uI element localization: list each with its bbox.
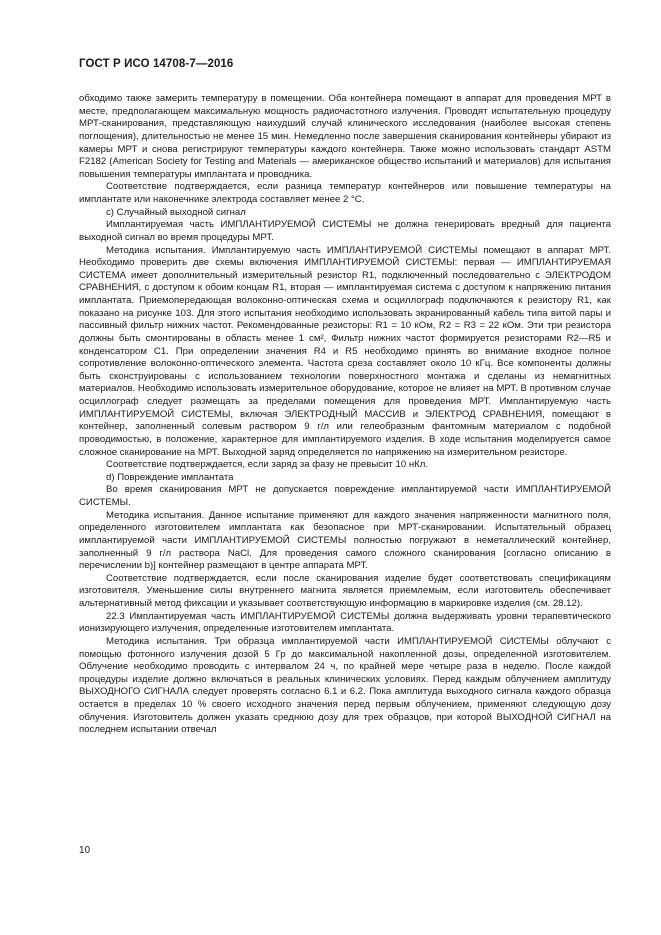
paragraph: обходимо также замерить температуру в помещении. Оба контейнера помещают в аппарат для проведения МРТ в месте, предполагающем максимальную мощность радиочастотного излучения. Проводят испытательную процедуру МРТ-сканирования, представляющую наихудший случай клинического исследования (наиболее высокая степень поглощения), длительностью не менее 15 мин. Немедленно после завершения сканирования контейнеры убирают из камеры МРТ и снова регистрируют температуры каждого контейнера. Также можно использовать стандарт ASTM F2182 (American Society for Testing and Materials — американское общество испытаний и материалов) для испытания повышения температуры имплантата и проводника. [79, 93, 611, 180]
paragraph: Методика испытания. Данное испытание применяют для каждого значения напряженности магнитного поля, определенного изготовителем имплантата как безопасное при МРТ-сканировании. Испытательный образец имплантируемой части ИМПЛАНТИРУЕМОЙ СИСТЕМЫ полностью погружают в неметаллический контейнер, заполненный 9 г/л раствора NaCl. Для проведения самого сложного сканирования [согласно описанию в перечислении b)] контейнер размещают в центре аппарата МРТ. [79, 509, 611, 572]
document-body [79, 93, 611, 737]
subsection-heading: d) Повреждение имплантата [106, 471, 234, 483]
paragraph: Методика испытания. Три образца имплантируемой части ИМПЛАНТИРУЕМОЙ СИСТЕМЫ облучают с помощью фотонного излучения дозой 5 Гр до максимальной накопленной дозы, определенной изготовителем. Облучение необходимо проводить с интервалом 24 ч, по крайней мере четыре раза в неделю. После каждой процедуры изделие должно включаться в реальных клинических условиях. Перед каждым облучением амплитуду ВЫХОДНОГО СИГНАЛА следует проверять согласно 6.1 и 6.2. Пока амплитуда выходного сигнала каждого образца остается в пределах 10 % своего исходного значения перед первым облучением, применяют следующую дозу облучения. Изготовитель должен указать среднюю дозу для трех образцов, при которой ВЫХОДНОЙ СИГНАЛ на последнем испытании отвечал [79, 635, 611, 736]
paragraph: Во время сканирования МРТ не допускается повреждение имплантируемой части ИМПЛАНТИРУЕМОЙ СИСТЕМЫ. [79, 484, 611, 508]
document-header: ГОСТ Р ИСО 14708-7—2016 [79, 58, 234, 70]
paragraph: Соответствие подтверждается, если заряд за фазу не превысит 10 нКл. [106, 459, 428, 471]
paragraph: Соответствие подтверждается, если после сканирования изделие будет соответствовать спецификациям изготовителя. Уменьшение силы внутреннего магнита является приемлемым, если изготовитель обеспечивает альтернативный метод фиксации и указывает соответствующую информацию в маркировке изделия (см. 28.12). [79, 572, 611, 609]
paragraph: 22.3 Имплантируемая часть ИМПЛАНТИРУЕМОЙ СИСТЕМЫ должна выдерживать уровни терапевтического ионизирующего излучения, определенные изготовителем имплантата. [79, 610, 611, 635]
paragraph: Соответствие подтверждается, если разница температур контейнеров или повышение температуры на имплантате или наконечнике электрода составляет менее 2 °С. [79, 181, 611, 205]
subsection-heading: c) Случайный выходной сигнал [106, 206, 246, 218]
paragraph: Методика испытания. Имплантируемую часть ИМПЛАНТИРУЕМОЙ СИСТЕМЫ помещают в аппарат МРТ. Необходимо проверить две схемы включения ИМПЛАНТИРУЕМОЙ СИСТЕМЫ: первая — ИМПЛАНТИРУЕМАЯ СИСТЕМА имеет дополнительный измерительный резистор R1, подключенный последовательно с ЭЛЕКТРОДОМ СРАВНЕНИЯ, с доступом к обоим концам R1, вторая — имплантируемая система с доступом к напряжению питания имплантата. Приемопередающая волоконно-оптическая схема и осциллограф подключаются к резистору R1, как показано на рисунке 103. Для этого испытания необходимо использовать экранированный кабель типа витой пары и пассивный фильтр нижних частот. Рекомендованные резисторы: R1 = 10 кОм, R2 = R3 = 22 кОм. Эти три резистора должны быть смонтированы в область менее 1 см², Фильтр нижних частот формируется резисторами R2—R5 и конденсатором С1. При определении значения R4 и R5 необходимо принять во внимание входное полное сопротивление волоконно-оптического элемента. Частота среза составляет около 10 кГц. Все компоненты должны быть сконструированы с использованием технологии поверхностного монтажа и сделаны из немагнитных материалов. Необходимо использовать измерительное оборудование, которое не влияет на МРТ. В противном случае осциллограф следует размещать за пределами помещения для проведения МРТ. Имплантируемую часть ИМПЛАНТИРУЕМОЙ СИСТЕМЫ, включая ЭЛЕКТРОДНЫЙ МАССИВ и ЭЛЕКТРОД СРАВНЕНИЯ, помещают в контейнер, заполненный солевым раствором 9 г/л или гелеобразным фантомным материалом с подобной проводимостью, в положение, характерное для имплантируемого изделия. В ходе испытания моделируется самое сложное сканирование на МРТ. Выходной заряд определяется по напряжению на измерительном резисторе. [79, 244, 611, 458]
page-number: 10 [79, 845, 91, 856]
paragraph: Имплантируемая часть ИМПЛАНТИРУЕМОЙ СИСТЕМЫ не должна генерировать вредный для пациента выходной сигнал во время процедуры МРТ. [79, 219, 611, 243]
